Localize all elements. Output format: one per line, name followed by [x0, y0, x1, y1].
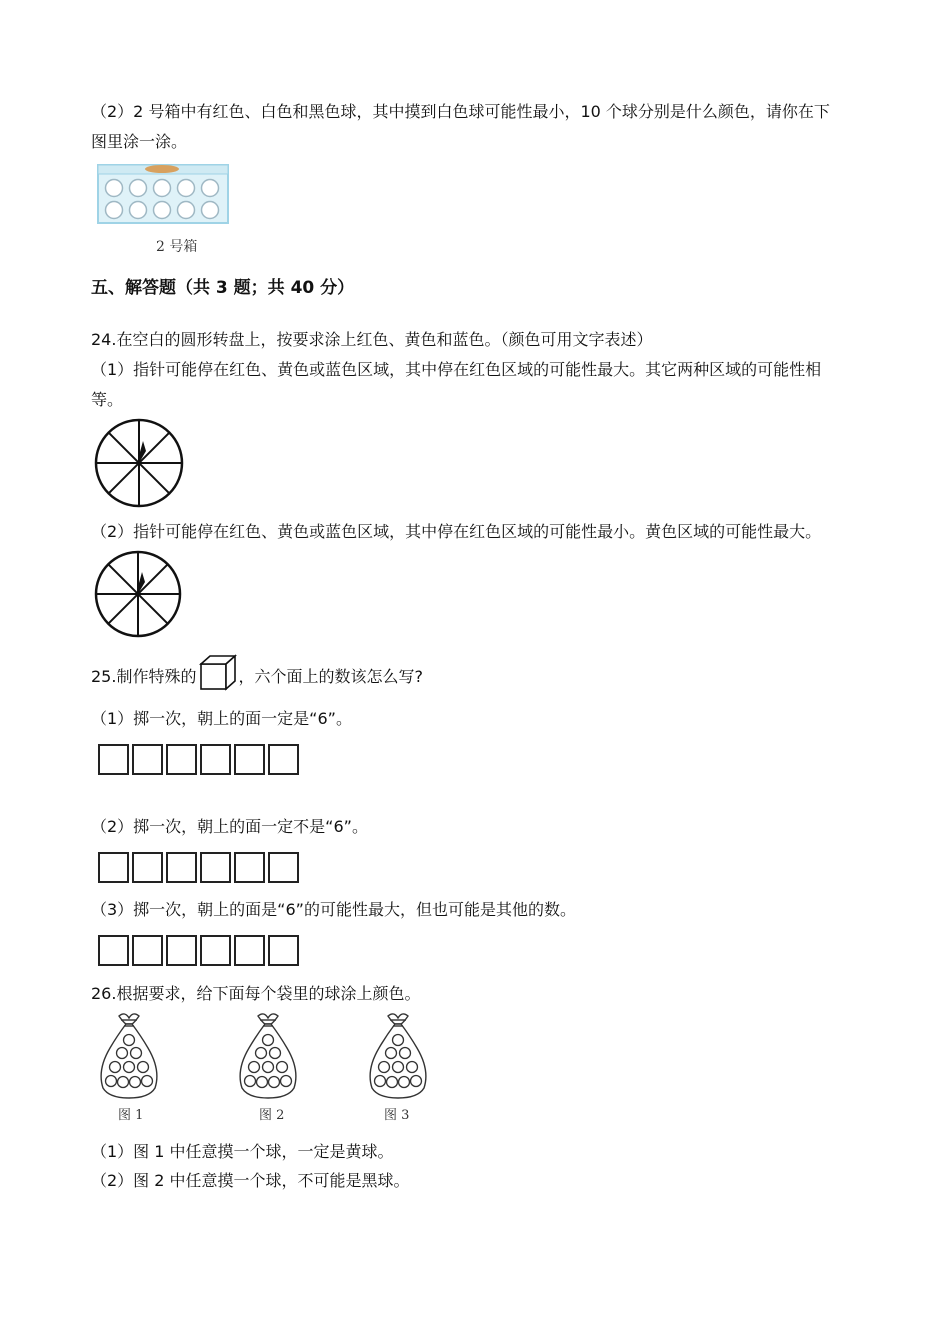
- die-faces-answer-3: [98, 935, 299, 966]
- answer-box[interactable]: [268, 744, 299, 775]
- q23-part2-line1: （2）2 号箱中有红色、白色和黑色球，其中摸到白色球可能性最小，10 个球分别是什么颜色，请你在下: [91, 102, 830, 121]
- q24-part2: （2）指针可能停在红色、黄色或蓝色区域，其中停在红色区域的可能性最小。黄色区域的可能性最大。: [91, 522, 822, 541]
- ball-box-figure: [96, 160, 232, 226]
- answer-box[interactable]: [200, 852, 231, 883]
- answer-box[interactable]: [166, 744, 197, 775]
- answer-box[interactable]: [234, 935, 265, 966]
- section-heading: 五、解答题（共 3 题；共 40 分）: [91, 278, 355, 298]
- answer-box[interactable]: [132, 744, 163, 775]
- ball-bag-1: [97, 1010, 161, 1102]
- die-faces-answer-1: [98, 744, 299, 775]
- bag-caption-3: 图 3: [384, 1108, 410, 1123]
- answer-box[interactable]: [98, 744, 129, 775]
- answer-box[interactable]: [200, 935, 231, 966]
- cube-icon: [196, 667, 238, 687]
- answer-box[interactable]: [98, 935, 129, 966]
- answer-box[interactable]: [166, 935, 197, 966]
- answer-box[interactable]: [268, 852, 299, 883]
- bag-caption-1: 图 1: [118, 1108, 144, 1123]
- q25-stem-before: 25.制作特殊的: [91, 667, 197, 686]
- ball-bag-3: [366, 1010, 430, 1102]
- answer-box[interactable]: [234, 852, 265, 883]
- q25-stem-after: ，六个面上的数该怎么写?: [238, 667, 423, 686]
- box-slot: [145, 165, 179, 173]
- q24-part1-line2: 等。: [91, 390, 124, 409]
- answer-box[interactable]: [234, 744, 265, 775]
- q25-part2: （2）掷一次，朝上的面一定不是“6”。: [91, 817, 368, 836]
- answer-box[interactable]: [98, 852, 129, 883]
- q25-part3: （3）掷一次，朝上的面是“6”的可能性最大，但也可能是其他的数。: [91, 900, 576, 919]
- spinner-2: [92, 550, 184, 638]
- answer-box[interactable]: [200, 744, 231, 775]
- answer-box[interactable]: [132, 935, 163, 966]
- bag-caption-2: 图 2: [259, 1108, 285, 1123]
- box-label: 2 号箱: [156, 239, 198, 255]
- q24-part1-line1: （1）指针可能停在红色、黄色或蓝色区域，其中停在红色区域的可能性最大。其它两种区域的可能性相: [91, 360, 822, 379]
- answer-box[interactable]: [268, 935, 299, 966]
- q23-part2-line2: 图里涂一涂。: [91, 132, 188, 151]
- q25-part1: （1）掷一次，朝上的面一定是“6”。: [91, 709, 352, 728]
- answer-box[interactable]: [166, 852, 197, 883]
- die-faces-answer-2: [98, 852, 299, 883]
- answer-box[interactable]: [132, 852, 163, 883]
- ball-bag-2: [236, 1010, 300, 1102]
- q26-part1: （1）图 1 中任意摸一个球，一定是黄球。: [91, 1142, 394, 1161]
- q26-part2: （2）图 2 中任意摸一个球，不可能是黑球。: [91, 1171, 410, 1190]
- q24-stem: 24.在空白的圆形转盘上，按要求涂上红色、黄色和蓝色。（颜色可用文字表述）: [91, 330, 653, 349]
- q26-stem: 26.根据要求，给下面每个袋里的球涂上颜色。: [91, 984, 421, 1003]
- q25-stem: [91, 667, 423, 687]
- spinner-1: [92, 418, 186, 508]
